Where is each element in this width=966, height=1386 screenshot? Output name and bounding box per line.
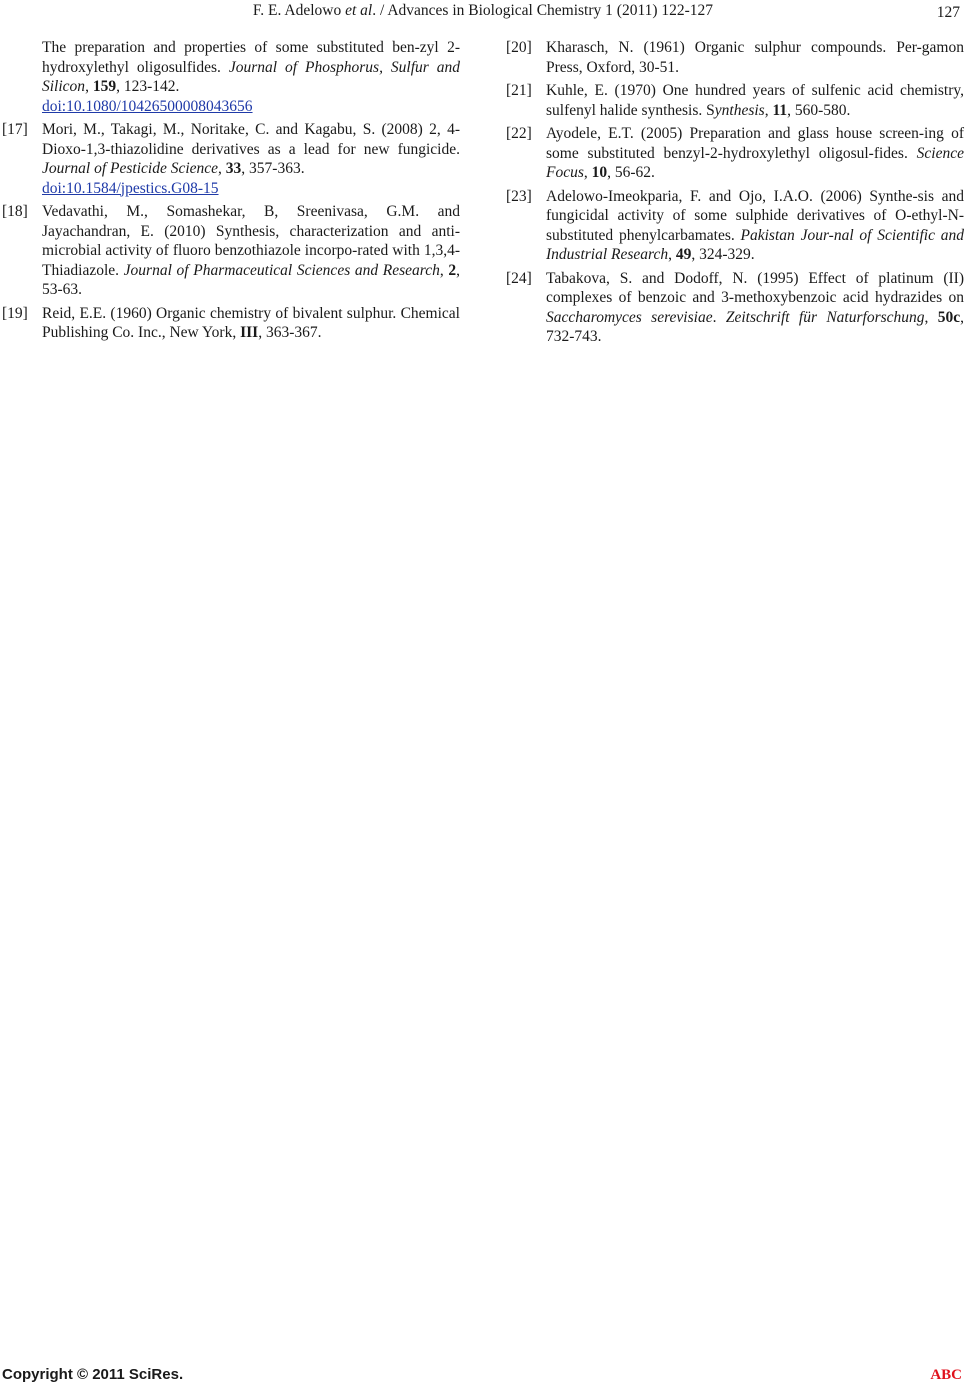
reference-separator: ,	[668, 246, 676, 263]
reference-volume: 11	[772, 101, 788, 119]
right-column	[506, 38, 964, 351]
reference-separator: ,	[764, 101, 773, 119]
reference-pages: , 324-329.	[691, 246, 755, 263]
reference-21	[506, 81, 964, 120]
reference-23	[506, 187, 964, 265]
doi-link[interactable]: doi:10.1584/jpestics.G08-15	[42, 179, 219, 197]
reference-volume: 33	[225, 160, 242, 177]
reference-volume: III	[240, 324, 259, 341]
doi-link[interactable]: doi:10.1080/10426500008043656	[42, 97, 253, 115]
reference-separator: ,	[583, 164, 592, 181]
reference-journal: Zeitschrift für Naturforschung	[725, 308, 925, 326]
running-etal: et al	[345, 2, 373, 19]
left-column	[2, 38, 460, 347]
reference-20	[506, 38, 964, 77]
reference-journal: ynthesis	[714, 101, 765, 119]
reference-pages: , 560-580.	[787, 101, 851, 119]
reference-number: [17]	[2, 121, 28, 138]
reference-number: [22]	[506, 125, 532, 142]
reference-species: Saccharomyces serevisiae	[546, 308, 713, 326]
reference-text: Ayodele, E.T. (2005) Preparation and glass house screen-ing of some substituted benzyl-2-hydroxylethyl oligosul-fides.	[546, 125, 964, 162]
page-footer	[0, 1364, 966, 1386]
reference-journal: Journal of Pharmaceutical Sciences and Research	[123, 261, 440, 279]
running-header	[0, 1, 966, 23]
reference-pages: , 357-363.	[241, 160, 305, 177]
running-journal: . / Advances in Biological Chemistry 1 (2011) 122-127	[372, 2, 714, 19]
reference-text: Reid, E.E. (1960) Organic chemistry of bivalent sulphur. Chemical Publishing Co. Inc., New York,	[42, 304, 460, 341]
reference-24	[506, 269, 964, 347]
reference-pages: , 56-62.	[607, 164, 655, 181]
reference-separator: ,	[85, 78, 93, 95]
reference-journal: Science Focus	[546, 144, 964, 181]
copyright-notice: Copyright © 2011 SciRes.	[2, 1366, 184, 1383]
reference-number: [20]	[506, 39, 532, 56]
reference-text: Vedavathi, M., Somashekar, B, Sreenivasa, G.M. and Jayachandran, E. (2010) Synthesis, characterization and anti-microbial activity of fluoro benzothiazole incorpo-rated with 1,3,4-Thiadiazole.	[42, 203, 460, 279]
running-title	[0, 1, 966, 21]
reference-number: [24]	[506, 269, 532, 287]
reference-volume: 159	[92, 78, 117, 95]
reference-text: The preparation and properties of some substituted ben-zyl 2-hydroxylethyl oligosulfides.	[42, 39, 460, 76]
reference-22	[506, 124, 964, 183]
reference-pages: , 53-63.	[42, 261, 460, 298]
reference-18	[2, 202, 460, 300]
reference-pages: , 732-743.	[546, 308, 965, 345]
running-author: F. E. Adelowo	[252, 2, 346, 19]
reference-text: .	[712, 308, 726, 326]
reference-volume: 50c	[937, 308, 961, 326]
reference-number: [21]	[506, 82, 532, 99]
reference-number: [18]	[2, 203, 28, 220]
reference-16-continuation	[2, 38, 460, 116]
reference-volume: 49	[675, 246, 692, 263]
reference-text: Kuhle, E. (1970) One hundred years of sulfenic acid chemistry, sulfenyl halide synthesis. S	[546, 82, 964, 119]
reference-pages: , 123-142.	[116, 78, 180, 95]
reference-pages: , 363-367.	[258, 324, 322, 341]
reference-volume: 10	[591, 164, 608, 181]
reference-journal: Journal of Pesticide Science	[42, 160, 219, 177]
reference-text: Kharasch, N. (1961) Organic sulphur compounds. Per-gamon Press, Oxford, 30-51.	[546, 39, 964, 76]
reference-17	[2, 120, 460, 198]
reference-volume: 2	[448, 261, 457, 279]
reference-text: Tabakova, S. and Dodoff, N. (1995) Effect of platinum (II) complexes of benzoic and 3-methoxybenzoic acid hydrazides on	[546, 269, 964, 306]
reference-text: Mori, M., Takagi, M., Noritake, C. and Kagabu, S. (2008) 2, 4-Dioxo-1,3-thiazolidine derivatives as a lead for new fungicide.	[42, 121, 460, 158]
reference-text: Adelowo-Imeokparia, F. and Ojo, I.A.O. (2006) Synthe-sis and fungicidal activity of some sulphide derivatives of O-ethyl-N-substituted phenylcarbamates.	[546, 187, 964, 244]
page-number: 127	[936, 4, 960, 21]
reference-19	[2, 304, 460, 343]
reference-separator: ,	[439, 261, 449, 279]
journal-brand-logo: ABC	[930, 1367, 962, 1383]
reference-journal: Journal of Phosphorus, Sulfur and Silicon	[42, 58, 460, 95]
reference-separator: ,	[924, 308, 938, 326]
reference-journal: Pakistan Jour-nal of Scientific and Industrial Research	[546, 226, 964, 263]
reference-number: [23]	[506, 187, 532, 205]
reference-number: [19]	[2, 304, 28, 322]
reference-separator: ,	[218, 160, 226, 177]
